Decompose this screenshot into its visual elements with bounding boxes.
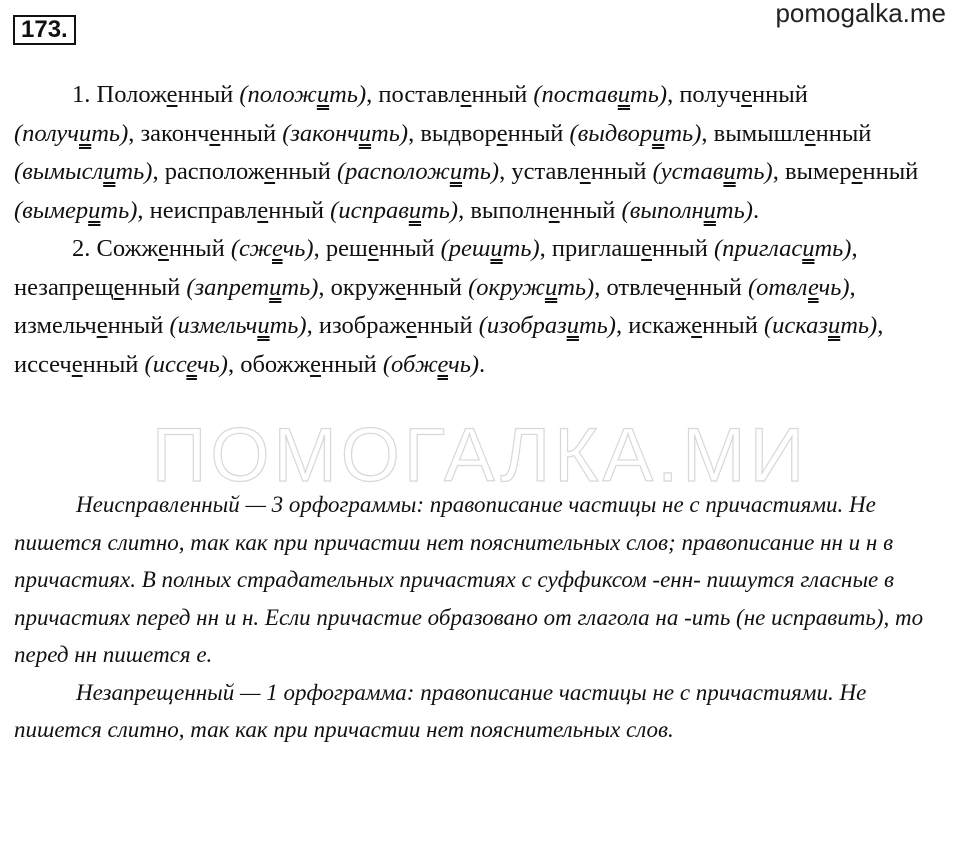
participle-suffix: нный — [320, 350, 383, 378]
verb-suffix-vowel: е — [186, 350, 197, 378]
participle — [331, 274, 468, 301]
verb-ending: ть) — [329, 81, 367, 108]
participle-suffix: нный — [702, 312, 764, 339]
participle — [785, 158, 918, 185]
participle-stem: окруж — [330, 273, 396, 301]
verb-ending: чь) — [818, 273, 850, 301]
participle-suffix: нный — [471, 81, 534, 108]
participle-stem: уставл — [511, 158, 580, 185]
notes-block — [14, 486, 934, 749]
verb-ending: чь) — [196, 350, 228, 378]
verb-base-form — [533, 81, 667, 108]
participle-stem: поставл — [378, 81, 461, 108]
verb-stem: (законч — [282, 119, 359, 147]
orthogram-letter: е — [641, 235, 653, 262]
answer-paragraph-1: 1. Положенный (положить), поставленный (поставить), полученный (получить), законченный (закончить), выдворенный (выдворить), вымышленный (вымыслить), расположенный (расположить), уставленный (уставить), вымеренный (вымерить), неисправленный (исправить), выполненный (выполнить). — [14, 81, 919, 224]
orthogram-letter: е — [310, 350, 321, 378]
verb-base-form — [653, 158, 773, 185]
verb-base-form — [145, 351, 228, 378]
participle-suffix: нный — [268, 196, 331, 224]
verb-stem: (вымысл — [14, 158, 104, 185]
participle-suffix: нный — [507, 119, 570, 147]
verb-stem: (обж — [382, 350, 438, 378]
participle — [606, 274, 748, 301]
verb-stem: (устав — [652, 158, 724, 185]
verb-suffix-vowel: е — [437, 350, 449, 378]
orthogram-letter: е — [579, 158, 591, 185]
orthogram-letter: е — [460, 81, 472, 108]
participle-suffix: нный — [686, 273, 748, 301]
participle-stem: изображ — [318, 312, 406, 339]
participle-suffix: нный — [815, 119, 872, 147]
verb-suffix-vowel: и — [78, 119, 92, 147]
verb-base-form — [570, 120, 702, 147]
verb-base-form — [764, 312, 877, 339]
verb-stem: (сж — [230, 235, 272, 262]
verb-base-form — [383, 351, 479, 378]
orthogram-letter: е — [496, 119, 508, 147]
orthogram-letter: е — [264, 158, 276, 185]
verb-ending: ть) — [664, 119, 702, 147]
answer-paragraph-2: 2. Сожженный (сжечь), решенный (решить), приглашенный (пригласить), незапрещенный (запретить), окруженный (окружить), отвлеченный (отвлечь), измельченный (измельчить), изображенный (изобразить), искаженный (исказить), иссеченный (иссечь), обожженный (обжечь). — [14, 235, 884, 378]
verb-base-form — [622, 197, 753, 224]
participle-suffix: нный — [590, 158, 653, 185]
verb-ending: ть) — [840, 312, 878, 339]
verb-base-form — [330, 197, 458, 224]
orthogram-letter: е — [71, 350, 83, 378]
verb-ending: ть) — [115, 158, 153, 185]
verb-suffix-vowel: и — [88, 196, 101, 224]
verb-ending: ть) — [715, 196, 753, 224]
orthogram-letter: е — [166, 81, 178, 108]
watermark: ПОМОГАЛКА.МИ — [151, 413, 809, 498]
verb-base-form — [479, 312, 616, 339]
verb-suffix-vowel: е — [807, 273, 819, 301]
verb-base-form — [186, 274, 318, 301]
orthogram-letter: е — [548, 196, 560, 224]
orthogram-letter: е — [741, 81, 753, 108]
verb-base-form — [169, 312, 306, 339]
verb-suffix-vowel: и — [449, 158, 463, 185]
verb-stem: (исс — [144, 350, 187, 378]
participle-stem: реш — [325, 235, 368, 262]
participle — [319, 312, 479, 339]
verb-suffix-vowel: и — [652, 119, 665, 147]
verb-suffix-vowel: и — [408, 196, 422, 224]
verb-ending: чь) — [448, 350, 480, 378]
orthogram-letter: е — [96, 312, 108, 339]
verb-suffix-vowel: и — [544, 273, 558, 301]
orthogram-letter: е — [675, 273, 687, 301]
participle-stem: вымер — [784, 158, 852, 185]
participle-suffix: нный — [275, 158, 337, 185]
participle — [141, 120, 283, 147]
answer-block — [14, 76, 934, 384]
orthogram-letter: е — [395, 273, 407, 301]
participle — [72, 81, 239, 108]
participle — [14, 312, 169, 339]
participle — [470, 197, 621, 224]
orthogram-letter: е — [367, 235, 379, 262]
participle — [72, 235, 231, 262]
verb-ending: ть) — [100, 196, 138, 224]
participle-suffix: нный — [406, 273, 469, 301]
verb-stem: (получ — [14, 119, 79, 147]
participle — [165, 158, 337, 185]
participle-suffix: нный — [168, 235, 231, 262]
verb-base-form — [337, 158, 499, 185]
participle — [552, 235, 714, 262]
verb-suffix-vowel: и — [566, 312, 579, 339]
orthogram-letter: е — [257, 196, 269, 224]
verb-ending: ть) — [91, 119, 129, 147]
verb-suffix-vowel: и — [257, 312, 270, 339]
participle-suffix: нный — [107, 312, 170, 339]
orthogram-letter: е — [851, 158, 863, 185]
verb-suffix-vowel: и — [802, 235, 815, 262]
participle-suffix: нный — [652, 235, 714, 262]
verb-stem: (исправ — [330, 196, 409, 224]
orthogram-letter: е — [113, 273, 125, 301]
participle — [628, 312, 764, 339]
verb-base-form — [14, 158, 152, 185]
participle-suffix: нный — [220, 119, 283, 147]
verb-suffix-vowel: и — [723, 158, 736, 185]
verb-suffix-vowel: и — [316, 81, 330, 108]
participle — [714, 120, 872, 147]
participle-stem: измельч — [14, 312, 97, 339]
participle-suffix: нный — [177, 81, 240, 108]
verb-base-form — [714, 235, 852, 262]
verb-suffix-vowel: и — [490, 235, 503, 262]
verb-base-form — [231, 235, 314, 262]
verb-suffix-vowel: е — [272, 235, 283, 262]
verb-ending: ть) — [578, 312, 616, 339]
verb-stem: (приглас — [713, 235, 803, 262]
verb-ending: ть) — [630, 81, 668, 108]
participle-stem: располож — [164, 158, 265, 185]
verb-suffix-vowel: и — [703, 196, 716, 224]
verb-ending: ть) — [814, 235, 852, 262]
verb-stem: (выдвор — [569, 119, 653, 147]
verb-base-form — [14, 197, 137, 224]
verb-ending: ть) — [735, 158, 773, 185]
verb-stem: (измельч — [169, 312, 258, 339]
participle-stem: 1. Полож — [72, 81, 167, 108]
verb-suffix-vowel: и — [269, 273, 282, 301]
orthogram-letter: е — [158, 235, 169, 262]
participle — [378, 81, 533, 108]
verb-stem: (выполн — [621, 196, 704, 224]
verb-suffix-vowel: и — [827, 312, 841, 339]
participle — [420, 120, 569, 147]
verb-stem: (изобраз — [478, 312, 567, 339]
verb-ending: ть) — [371, 119, 409, 147]
note-paragraph: Неисправленный — 3 орфограммы: правописание частицы не с причастиями. Не пишется слитно, так как при причастии нет пояснительных слов; правописание нн и н в причастиях. В полных страдательных причастиях с суффиксом -енн- пишутся гласные в причастиях перед нн и н. Если причастие образовано от глагола на -ить (не исправить), то перед нн пишется е. — [14, 492, 924, 667]
participle-stem: законч — [140, 119, 210, 147]
verb-suffix-vowel: и — [358, 119, 372, 147]
participle-stem: приглаш — [551, 235, 642, 262]
verb-ending: ть) — [462, 158, 500, 185]
participle-suffix: нный — [82, 350, 145, 378]
verb-ending: ть) — [281, 273, 319, 301]
note-paragraph: Незапрещенный — 1 орфограмма: правописание частицы не с причастиями. Не пишется слитно, так как при причастии нет пояснительных слов. — [14, 679, 867, 742]
verb-stem: (отвл — [747, 273, 808, 301]
verb-base-form — [14, 120, 128, 147]
verb-base-form — [441, 235, 540, 262]
verb-base-form — [282, 120, 408, 147]
verb-ending: ть) — [269, 312, 307, 339]
verb-ending: чь) — [282, 235, 314, 262]
verb-stem: (окруж — [468, 273, 545, 301]
participle — [14, 351, 145, 378]
verb-base-form — [239, 81, 366, 108]
participle-suffix: нный — [752, 81, 808, 108]
verb-base-form — [748, 274, 850, 301]
verb-stem: (постав — [533, 81, 618, 108]
orthogram-letter: е — [691, 312, 703, 339]
participle-suffix: нный — [559, 196, 622, 224]
orthogram-letter: е — [804, 119, 816, 147]
verb-ending: ть) — [421, 196, 459, 224]
participle-stem: выполн — [470, 196, 549, 224]
participle-stem: искаж — [628, 312, 692, 339]
verb-ending: ть) — [557, 273, 595, 301]
participle-stem: иссеч — [14, 350, 72, 378]
verb-stem: (исказ — [764, 312, 828, 339]
participle-suffix: нный — [124, 273, 187, 301]
verb-stem: (располож — [337, 158, 450, 185]
verb-stem: (вымер — [14, 196, 89, 224]
verb-stem: (реш — [440, 235, 491, 262]
verb-suffix-vowel: и — [617, 81, 631, 108]
participle-stem: получ — [679, 81, 742, 108]
verb-ending: ть) — [502, 235, 540, 262]
participle-stem: обожж — [240, 350, 311, 378]
exercise-number: 173. — [13, 15, 76, 45]
orthogram-letter: е — [405, 312, 417, 339]
participle-stem: незапрещ — [14, 273, 114, 301]
participle — [14, 274, 186, 301]
participle-stem: 2. Сожж — [72, 235, 159, 262]
verb-stem: (запрет — [186, 273, 270, 301]
participle-suffix: нный — [862, 158, 919, 185]
verb-stem: (полож — [239, 81, 317, 108]
participle — [150, 197, 330, 224]
participle-suffix: нный — [416, 312, 479, 339]
orthogram-letter: е — [209, 119, 221, 147]
participle-stem: неисправл — [149, 196, 258, 224]
participle-stem: вымышл — [713, 119, 805, 147]
participle-stem: выдвор — [420, 119, 497, 147]
participle — [679, 81, 808, 108]
participle — [240, 351, 383, 378]
participle-stem: отвлеч — [606, 273, 676, 301]
site-name: pomogalka.me — [775, 0, 946, 28]
verb-suffix-vowel: и — [103, 158, 116, 185]
participle — [326, 235, 441, 262]
verb-base-form — [468, 274, 594, 301]
participle-suffix: нный — [378, 235, 441, 262]
participle — [511, 158, 652, 185]
